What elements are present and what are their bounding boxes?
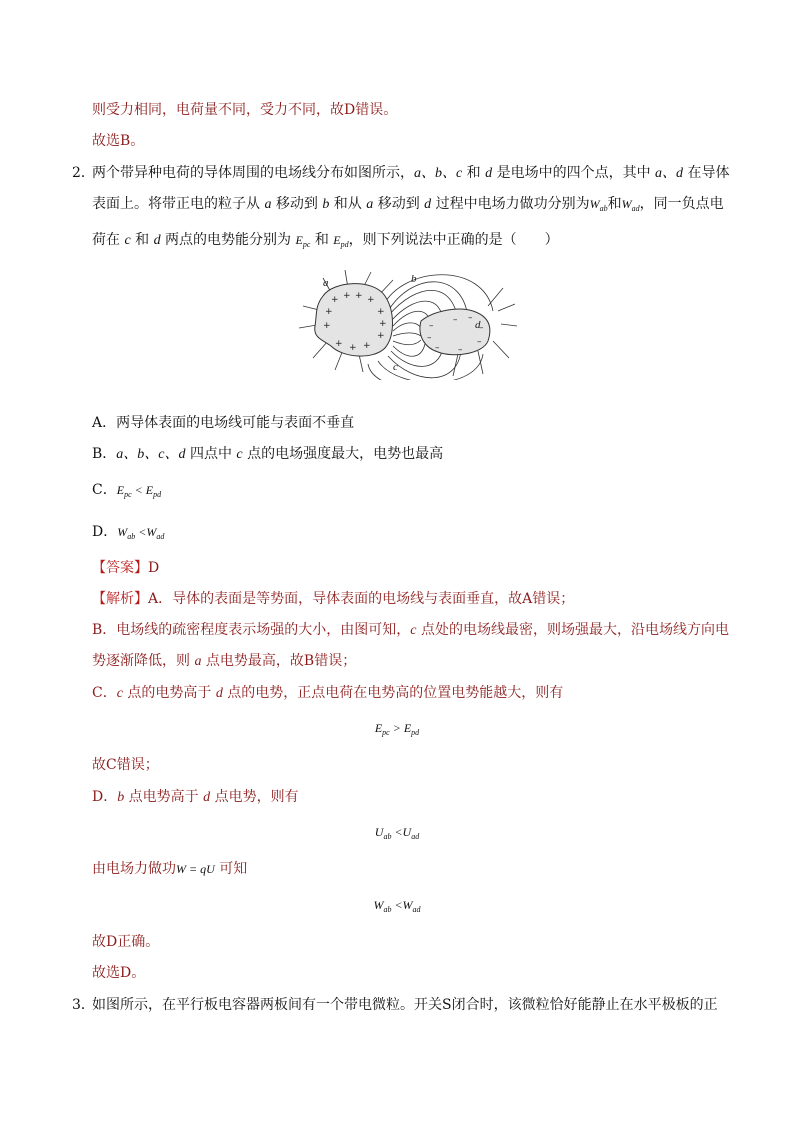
svg-text:c: c [393,361,398,373]
analysis-line: 故C错误； [92,757,159,773]
svg-text:+: + [367,295,375,305]
equation: $E_{pc} > E_{pd}$ [374,721,420,737]
question-number: 3． [72,997,95,1013]
field-lines-diagram [293,266,519,380]
svg-text:–: – [479,323,484,333]
option-a: A．两导体表面的电场线可能与表面不垂直 [92,415,355,431]
svg-text:a: a [323,277,329,289]
svg-text:+: + [349,343,357,353]
question-stem-line: 荷在 c 和 d 两点的电势能分别为 $E_{pc}$ 和 $E_{pd}$，则下列说法中正确的是（ ） [92,232,559,249]
analysis-line: C．c 点的电势高于 d 点的电势，正点电荷在电势高的位置电势能越大，则有 [92,685,564,701]
svg-text:d: d [475,319,481,331]
svg-text:+: + [331,295,339,305]
svg-text:+: + [379,319,387,329]
svg-text:–: – [468,313,473,323]
svg-text:b: b [411,273,417,285]
option-c: C．$E_{pc} < E_{pd}$ [92,482,162,499]
field-lines-figure [293,266,519,380]
svg-text:+: + [377,331,385,341]
analysis-line: 故选D。 [92,965,146,981]
question-stem-line: 两个带异种电荷的导体周围的电场线分布如图所示，a、b、c 和 d 是电场中的四个点，其中 a、d 在导体 [92,165,730,181]
option-d: D．$W_{ab} <W_{ad}$ [92,524,165,541]
analysis-line: 由电场力做功W = qU 可知 [92,861,248,877]
svg-text:–: – [427,333,432,343]
analysis-line: B．电场线的疏密程度表示场强的大小，由图可知，c 点处的电场线最密，则场强最大，沿电场线方向电 [92,622,729,638]
option-b: B．a、b、c、d 四点中 c 点的电场强度最大，电势也最高 [92,446,444,462]
equation: $W_{ab} <W_{ad}$ [373,898,421,914]
analysis-line: 故选B。 [92,133,145,149]
analysis-line: 故D正确。 [92,934,160,950]
svg-text:–: – [435,343,440,353]
question-stem-line: 如图所示，在平行板电容器两板间有一个带电微粒。开关S闭合时，该微粒恰好能静止在水平极板的正 [92,997,718,1013]
svg-text:+: + [355,291,363,301]
svg-text:+: + [325,307,333,317]
svg-text:+: + [335,339,343,349]
analysis-line: 则受力相同，电荷量不同，受力不同，故D错误。 [92,102,398,118]
svg-text:–: – [458,345,463,355]
analysis-line: 【解析】A．导体的表面是等势面，导体表面的电场线与表面垂直，故A错误； [92,591,575,607]
analysis-line: 势逐渐降低，则 a 点电势最高，故B错误； [92,653,357,669]
question-number: 2． [72,165,95,181]
equation: $U_{ab} <U_{ad}$ [374,825,420,841]
analysis-line: D．b 点电势高于 d 点电势，则有 [92,789,299,805]
answer-line: 【答案】D [92,560,160,576]
svg-text:+: + [343,291,351,301]
svg-text:+: + [323,321,331,331]
svg-text:+: + [363,341,371,351]
question-stem-line: 表面上。将带正电的粒子从 a 移动到 b 和从 a 移动到 d 过程中电场力做功分别为$W_{ab}$和$W_{ad}$，同一负点电 [92,196,724,213]
svg-text:–: – [453,315,458,325]
svg-text:+: + [377,307,385,317]
svg-text:–: – [429,321,434,331]
svg-text:–: – [477,337,482,347]
